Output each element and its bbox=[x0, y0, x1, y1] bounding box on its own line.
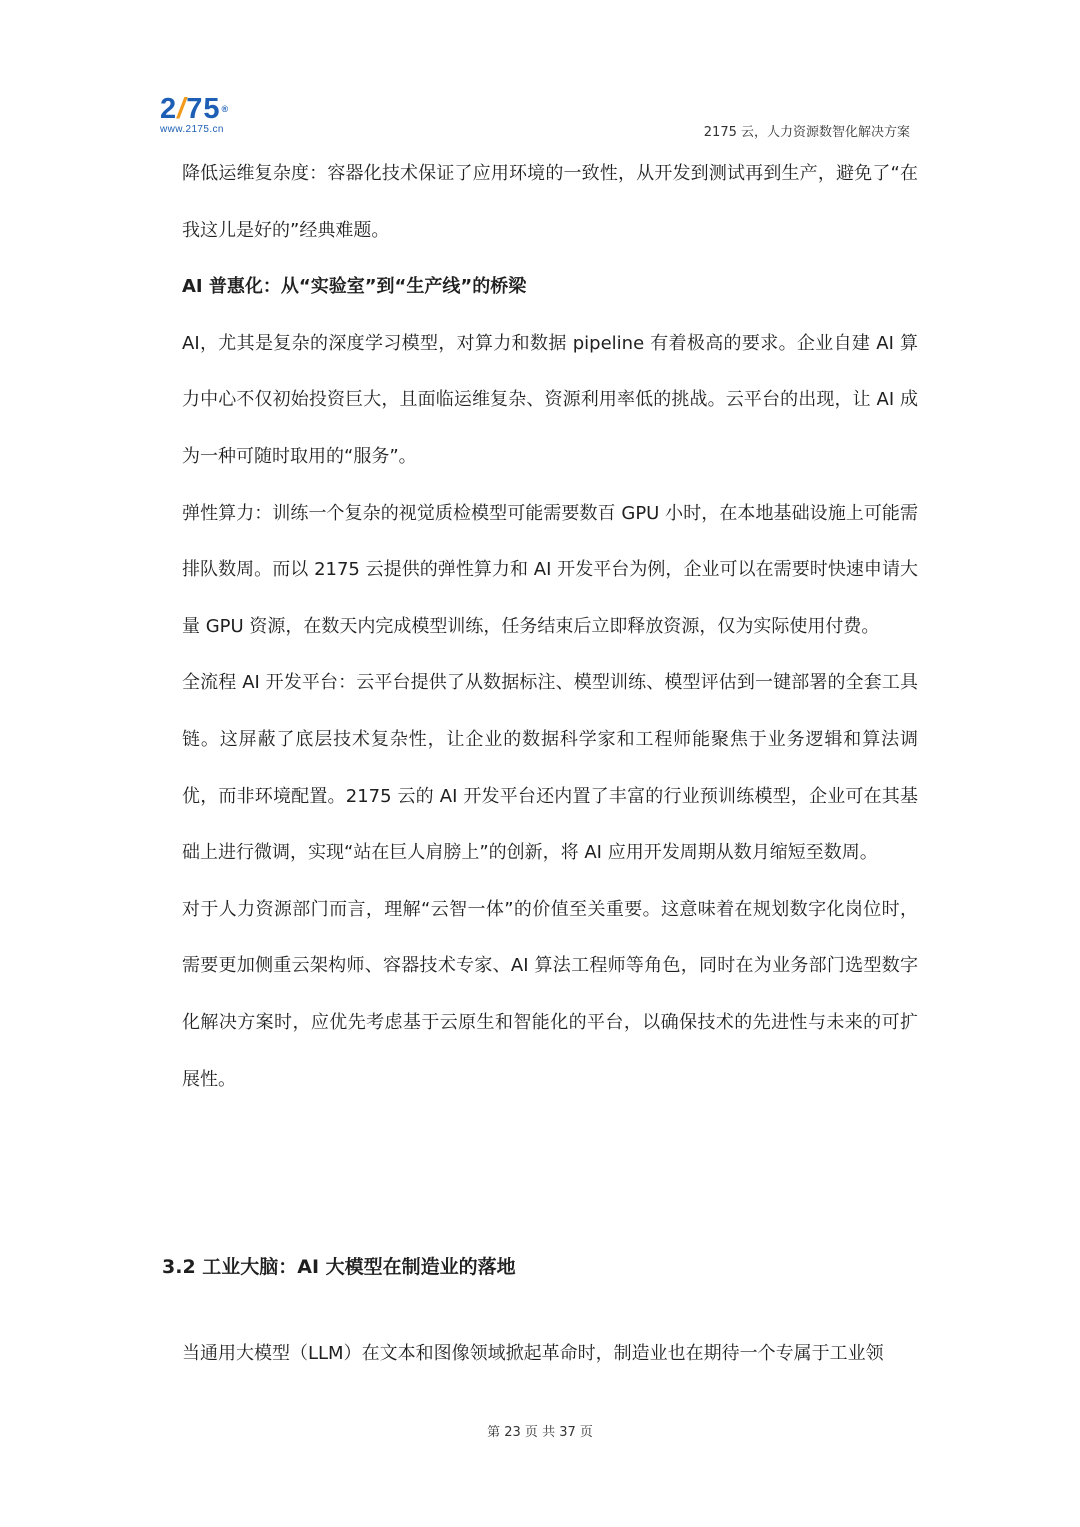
company-logo bbox=[160, 94, 250, 136]
paragraph-ai-compute: AI，尤其是复杂的深度学习模型，对算力和数据 pipeline 有着极高的要求。企业自建 AI 算力中心不仅初始投资巨大，且面临运维复杂、资源利用率低的挑战。云平台的出现，让 AI 成为一种可随时取用的“服务”。 bbox=[182, 332, 918, 467]
paragraph-ai-platform: 全流程 AI 开发平台：云平台提供了从数据标注、模型训练、模型评估到一键部署的全套工具链。这屏蔽了底层技术复杂性，让企业的数据科学家和工程师能聚焦于业务逻辑和算法调优，而非环境配置。2175 云的 AI 开发平台还内置了丰富的行业预训练模型，企业可在其基础上进行微调，实现“站在巨人肩膀上”的创新，将 AI 应用开发周期从数月缩短至数周。 bbox=[182, 672, 918, 864]
logo-mark: 2/75® bbox=[160, 93, 230, 125]
section-heading-3-2: 3.2 工业大脑：AI 大模型在制造业的落地 bbox=[162, 1256, 516, 1278]
logo-url: www.2175.cn bbox=[160, 124, 224, 135]
paragraph-llm-intro: 当通用大模型（LLM）在文本和图像领域掀起革命时，制造业也在期待一个专属于工业领 bbox=[182, 1343, 884, 1364]
paragraph-ops-complexity: 降低运维复杂度：容器化技术保证了应用环境的一致性，从开发到测试再到生产，避免了“在我这儿是好的”经典难题。 bbox=[182, 163, 918, 241]
subheading-ai-inclusive: AI 普惠化：从“实验室”到“生产线”的桥梁 bbox=[182, 276, 527, 298]
paragraph-elastic-compute: 弹性算力：训练一个复杂的视觉质检模型可能需要数百 GPU 小时，在本地基础设施上可能需排队数周。而以 2175 云提供的弹性算力和 AI 开发平台为例，企业可以在需要时快速申请大量 GPU 资源，在数天内完成模型训练，任务结束后立即释放资源，仅为实际使用付费。 bbox=[182, 502, 918, 637]
page-number: 第 23 页 共 37 页 bbox=[487, 1425, 593, 1440]
page-body bbox=[182, 146, 918, 1108]
paragraph-hr-value: 对于人力资源部门而言，理解“云智一体”的价值至关重要。这意味着在规划数字化岗位时，需要更加侧重云架构师、容器技术专家、AI 算法工程师等角色，同时在为业务部门选型数字化解决方案时，应优先考虑基于云原生和智能化的平台，以确保技术的先进性与未来的可扩展性。 bbox=[182, 898, 918, 1090]
document-title: 2175 云，人力资源数智化解决方案 bbox=[703, 125, 910, 140]
